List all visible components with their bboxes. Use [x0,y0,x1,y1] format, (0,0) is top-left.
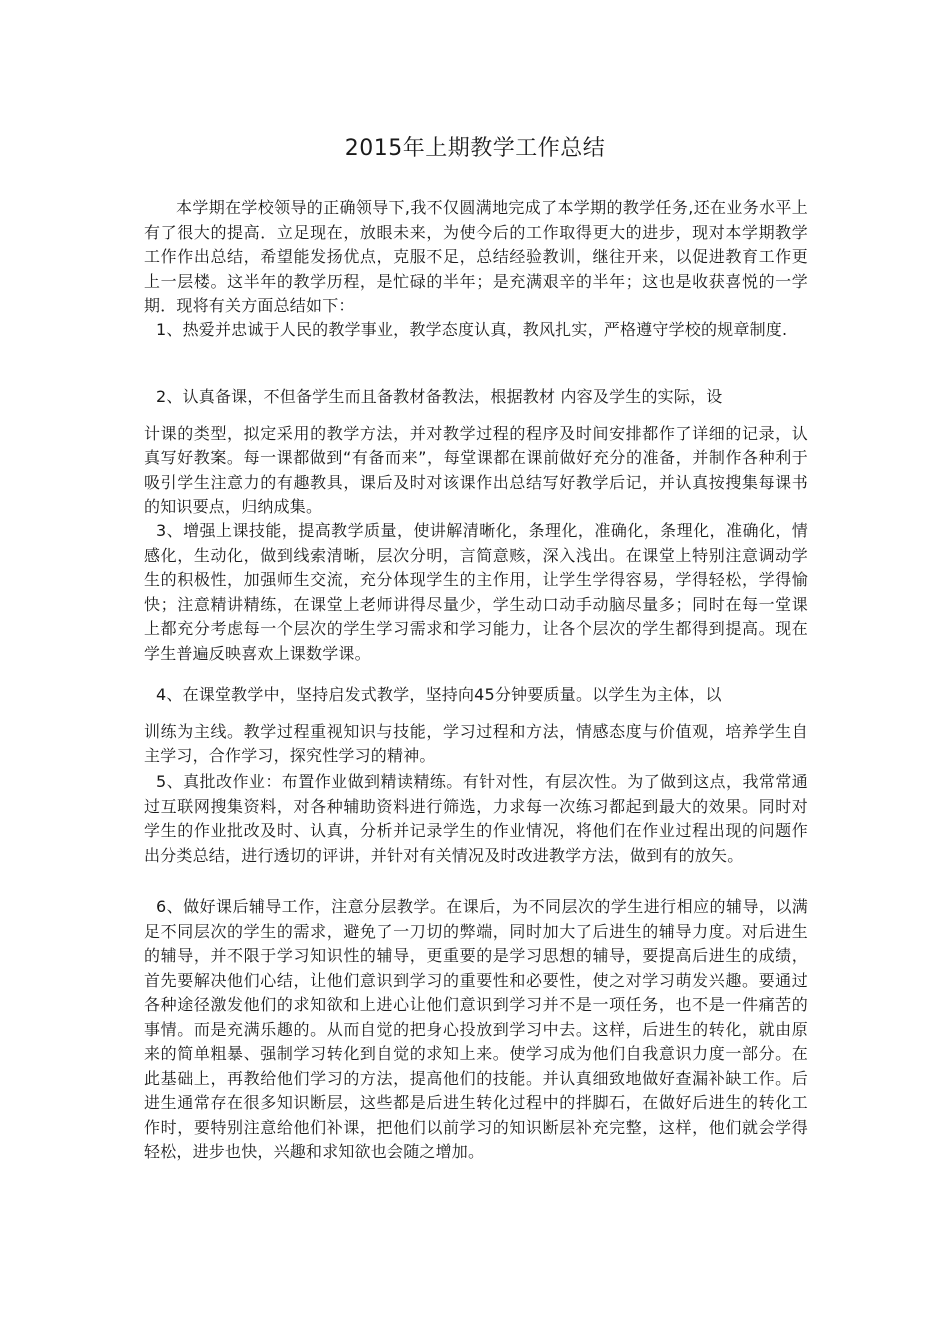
item-5-paragraph: 5、真批改作业：布置作业做到精读精练。有针对性，有层次性。为了做到这点，我常常通过互联网搜集资料，对各种辅助资料进行筛选，力求每一次练习都起到最大的效果。同时对学生的作业批改及时、认真，分析并记录学生的作业情况，将他们在作业过程出现的问题作出分类总结，进行透切的评讲，并针对有关情况及时改进教学方法，做到有的放矢。 [144,772,808,865]
item-4-first-line: 4、在课堂教学中，坚持启发式教学，坚持向45分钟要质量。以学生为主体，以 [156,685,722,704]
item-4-continuation: 训练为主线。教学过程重视知识与技能，学习过程和方法，情感态度与价值观，培养学生自主学习，合作学习，探究性学习的精神。 [144,721,808,765]
item-2-continuation: 计课的类型，拟定采用的教学方法，并对教学过程的程序及时间安排都作了详细的记录，认真写好教案。每一课都做到“有备而来”，每堂课都在课前做好充分的准备，并制作各种利于吸引学生注意力的有趣教具，课后及时对该课作出总结写好教学后记，并认真按搜集每课书的知识要点，归纳成集。 [144,423,808,516]
paragraph-gap [144,410,808,422]
item-6-paragraph: 6、做好课后辅导工作，注意分层教学。在课后，为不同层次的学生进行相应的辅导，以满足不同层次的学生的需求，避免了一刀切的弊端，同时加大了后进生的辅导力度。对后进生的辅导，并不限于学习知识性的辅导，更重要的是学习思想的辅导，要提高后进生的成绩，首先要解决他们心结，让他们意识到学习的重要性和必要性，使之对学习萌发兴趣。要通过各种途径激发他们的求知欲和上进心让他们意识到学习并不是一项任务，也不是一件痛苦的事情。而是充满乐趣的。从而自觉的把身心投放到学习中去。这样，后进生的转化，就由原来的简单粗暴、强制学习转化到自觉的求知上来。使学习成为他们自我意识力度一部分。在此基础上，再教给他们学习的方法，提高他们的技能。并认真细致地做好查漏补缺工作。后进生通常存在很多知识断层，这些都是后进生转化过程中的拌脚石，在做好后进生的转化工作时，要特别注意给他们补课，把他们以前学习的知识断层补充完整，这样，他们就会学得轻松，进步也快，兴趣和求知欲也会随之增加。 [144,897,808,1161]
paragraph-gap [144,708,808,720]
item-2-first-line: 2、认真备课，不但备学生而且备教材备教法，根据教材 内容及学生的实际，设 [156,387,723,406]
intro-paragraph: 本学期在学校领导的正确领导下,我不仅圆满地完成了本学期的教学任务,还在业务水平上有了很大的提高．立足现在，放眼未来，为使今后的工作取得更大的进步，现对本学期教学工作作出总结，希望能发扬优点，克服不足，总结经验教训，继往开来，以促进教育工作更上一层楼。这半年的教学历程，是忙碌的半年；是充满艰辛的半年；这也是收获喜悦的一学期．现将有关方面总结如下： [144,198,808,315]
item-2-paragraph [144,385,808,520]
item-4-paragraph [144,683,808,769]
document-title: 2015年上期教学工作总结 [344,136,606,161]
item-1-paragraph: 1、热爱并忠诚于人民的教学事业，教学态度认真，教风扎实，严格遵守学校的规章制度. [156,320,788,339]
item-3-paragraph: 3、增强上课技能，提高教学质量，使讲解清晰化，条理化，准确化，条理化，准确化，情感化，生动化，做到线索清晰，层次分明，言简意赅，深入浅出。在课堂上特别注意调动学生的积极性，加强师生交流，充分体现学生的主作用，让学生学得容易，学得轻松，学得愉快；注意精讲精练，在课堂上老师讲得尽量少，学生动口动手动脑尽量多；同时在每一堂课上都充分考虑每一个层次的学生学习需求和学习能力，让各个层次的学生都得到提高。现在学生普遍反映喜欢上课数学课。 [144,521,808,663]
